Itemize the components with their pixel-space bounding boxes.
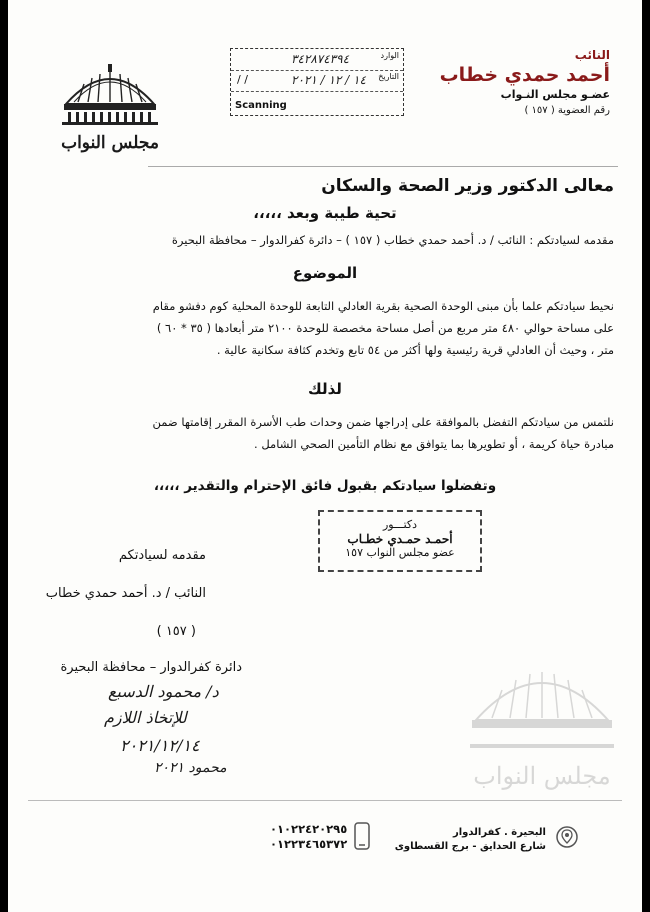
body-line-2: على مساحة حوالي ٤٨٠ متر مربع من أصل مساحة مخصصة للوحدة ٢١٠٠ متر أبعادها ( ٣٥ * ٦٠ ) [156,321,614,335]
stamp-hand-number: ٣٤٢٨٧٤٣٩٤ [291,52,350,66]
address-line-1: البحيرة . كفرالدوار [452,827,546,838]
signature-line-3: ( ١٥٧ ) [156,624,196,639]
handwritten-line-1: د/ محمود الدسبع [108,682,219,701]
address-line-2: شارع الحدايق - برج القسطاوى [394,841,546,852]
stamp-hand-date: ١٤ / ١٢ / ٢٠٢١ [291,73,366,87]
intro-line: مقدمه لسيادتكم : النائب / د. أحمد حمدي خطاب ( ١٥٧ ) – دائرة كفرالدوار – محافظة البحيرة [171,233,614,247]
stamp-blank-date: / / [237,73,248,86]
greeting: تحية طيبة وبعد ،،،،، [253,204,397,222]
footer-divider [28,800,622,801]
sender-role: النائب [574,48,610,62]
logo-text: مجلس النواب [61,133,159,153]
letter-page [8,0,642,912]
signature-stamp [318,510,482,572]
signature-line-2: النائب / د. أحمد حمدي خطاب [45,586,206,601]
handwritten-line-4: محمود ٢٠٢١ [154,760,227,776]
request-line-2: مبادرة حياة كريمة ، أو تطويرها بما يتوافق مع نظام التأمين الصحي الشامل . [254,437,614,451]
watermark-dome-icon [462,650,622,800]
sender-member-title: عضـو مجلس النـواب [500,88,610,101]
header-divider [148,166,618,167]
incoming-stamp [230,48,404,116]
scanning-label: Scanning [235,100,287,111]
phone-number-1: ٠١٠٢٢٤٢٠٢٩٥ [270,822,348,836]
stamp-label-date: التاريخ [378,72,399,81]
stamp-name: أحمـد حمـدي خطـاب [347,532,453,546]
stamp-title: دكتـــور [382,518,418,531]
watermark-text: مجلس النواب [473,762,611,790]
body-line-3: متر ، وحيث أن العادلي قرية رئيسية ولها أكثر من ٥٤ تابع وتخدم كثافة سكانية عالية . [216,343,614,357]
footer-address [395,826,546,854]
footer-phones [270,822,347,852]
watermark-logo [462,650,622,800]
phone-icon [354,822,370,850]
body-line-1: نحيط سيادتكم علما بأن مبنى الوحدة الصحية بقرية العادلي التابعة للوحدة المحلية كوم دفشو مقام [152,299,614,313]
closing-line: وتفضلوا سيادتكم بقبول فائق الإحترام والتقدير ،،،،، [153,478,497,494]
sender-name: أحمد حمدي خطاب [439,64,610,86]
phone-number-2: ٠١٢٢٣٤٦٥٣٧٢ [270,837,348,851]
stamp-member: عضو مجلس النواب ١٥٧ [345,546,455,559]
signature-line-4: دائرة كفرالدوار – محافظة البحيرة [60,660,242,675]
sender-header [440,48,610,116]
stamp-label-incoming: الوارد [380,51,399,60]
handwritten-line-3: ٢٠٢١/١٢/١٤ [120,736,200,755]
handwritten-line-2: للإتخاذ اللازم [104,708,187,727]
therefore-heading: لذلك [308,380,342,398]
membership-number: رقم العضوية ( ١٥٧ ) [524,105,610,116]
subject-heading: الموضوع [292,264,358,282]
request-line-1: نلتمس من سيادتكم التفضل بالموافقة على إدراجها ضمن وحدات طب الأسرة المقرر إقامتها ضمن [152,415,614,429]
parliament-dome-icon [54,56,166,156]
parliament-logo [54,56,166,156]
location-pin-icon [556,824,578,850]
recipient-line: معالى الدكتور وزير الصحة والسكان [321,176,614,196]
signature-line-1: مقدمه لسيادتكم [118,548,206,563]
